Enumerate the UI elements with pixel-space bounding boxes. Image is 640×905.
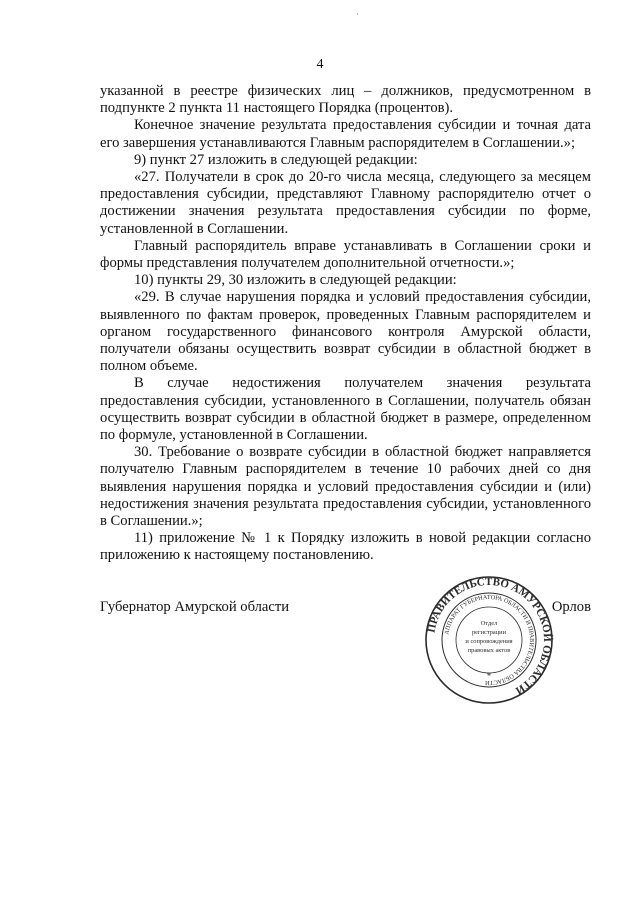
- paragraph: Конечное значение результата предоставления субсидии и точная дата его завершения устанавливаются Главным распорядителем в Соглашении.»;: [100, 117, 591, 151]
- paragraph: В случае недостижения получателем значения результата предоставления субсидии, установленного в Соглашении, получатель обязан осуществить возврат субсидии в областной бюджет в размере, определенном по формуле, установленной в Соглашении.: [100, 375, 591, 444]
- paragraph: 11) приложение № 1 к Порядку изложить в новой редакции согласно приложению к настоящему постановлению.: [100, 530, 591, 564]
- document-body: [100, 83, 591, 565]
- signer-title: Губернатор Амурской области: [100, 599, 290, 615]
- signer-name: Орлов: [551, 599, 591, 615]
- page-number: 4: [316, 57, 324, 72]
- scan-speck: ·: [356, 10, 359, 19]
- paragraph: 10) пункты 29, 30 изложить в следующей редакции:: [134, 272, 457, 289]
- stamp-center-line: регистрации: [471, 629, 507, 636]
- stamp-center-line: и сопровождения: [465, 638, 513, 645]
- paragraph: 30. Требование о возврате субсидии в областной бюджет направляется получателю Главным распорядителем в течение 10 рабочих дней со дня выявления нарушения порядка и условий предоставления субсидии и (или) недостижения значения результата предоставления субсидии, установленного в Соглашении.»;: [100, 444, 591, 530]
- paragraph: «27. Получатели в срок до 20-го числа месяца, следующего за месяцем предоставления субсидии, представляют Главному распорядителю отчет о достижении значения результата предоставления субсидии по форме, установленной в Соглашении.: [100, 169, 591, 237]
- stamp-center-line: Отдел: [480, 620, 498, 627]
- paragraph: Главный распорядитель вправе устанавливать в Соглашении сроки и формы представления получателем дополнительной отчетности.»;: [100, 237, 591, 272]
- stamp-center-line: правовых актов: [467, 647, 511, 654]
- paragraph: указанной в реестре физических лиц – должников, предусмотренном в подпункте 2 пункта 11 настоящего Порядка (процентов).: [100, 83, 591, 117]
- svg-text:*: *: [486, 671, 492, 681]
- stamp-outer-text: ПРАВИТЕЛЬСТВО АМУРСКОЙ ОБЛАСТИ: [425, 575, 554, 697]
- paragraph: «29. В случае нарушения порядка и условий предоставления субсидии, выявленного по фактам проверок, проведенных Главным распорядителем и органом государственного финансового контроля Амурской области, получатели обязаны осуществить возврат субсидии в областной бюджет в полном объеме.: [100, 289, 591, 375]
- paragraph: 9) пункт 27 изложить в следующей редакции:: [134, 151, 418, 168]
- stamp-inner-text: АППАРАТ ГУБЕРНАТОРА ОБЛАСТИ И ПРАВИТЕЛЬСТВА ОБЛАСТИ: [443, 593, 536, 687]
- official-stamp: [424, 575, 554, 705]
